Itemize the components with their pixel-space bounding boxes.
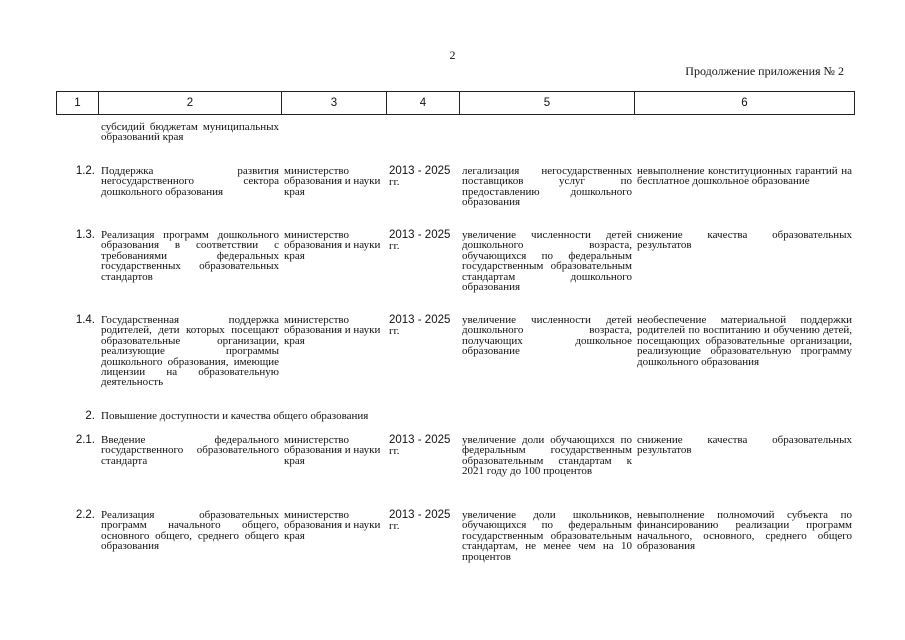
page-number: 2 xyxy=(449,48,456,62)
row-number: 1.4. xyxy=(75,314,95,326)
row-number: 2.1. xyxy=(75,434,95,446)
header-cell: 4 xyxy=(387,92,460,115)
section-row xyxy=(56,411,854,435)
table-row xyxy=(56,122,854,166)
period: 2013 - 2025 гг. xyxy=(389,314,451,337)
table-row xyxy=(56,510,854,582)
row-number: 1.2. xyxy=(75,165,95,177)
expected-result xyxy=(459,122,634,166)
header-cell: 5 xyxy=(460,92,635,115)
measure-name: Государственная поддержка родителей, дети которых посещают образовательные организации, реализующие программы дошкольного образования, имеющие лицензии на образовательную деятельность xyxy=(101,314,279,389)
measure-name: Реализация образовательных программ начального общего, основного общего, среднего общего образования xyxy=(101,509,279,553)
column-header-table xyxy=(56,91,855,115)
section-number: 2. xyxy=(85,410,95,422)
continuation-note: Продолжение приложения № 2 xyxy=(685,64,844,78)
consequence xyxy=(634,122,854,166)
measure-name: Поддержка развития негосударственного сектора дошкольного образования xyxy=(101,165,279,198)
executor: министерство образования и науки края xyxy=(284,509,381,542)
executor: министерство образования и науки края xyxy=(284,314,381,347)
expected-result: увеличение численности детей дошкольного возраста, получающих дошкольное образование xyxy=(462,314,632,358)
header-row xyxy=(57,92,855,115)
table-row xyxy=(56,230,854,315)
table-row xyxy=(56,315,854,411)
consequence: невыполнение полномочий субъекта по финансированию реализации программ начального, основного, среднего общего образования xyxy=(637,509,852,553)
table-row xyxy=(56,435,854,510)
period xyxy=(386,122,459,166)
consequence: снижение качества образовательных результатов xyxy=(637,434,852,457)
section-title: Повышение доступности и качества общего образования xyxy=(101,410,369,422)
header-cell: 3 xyxy=(282,92,387,115)
period: 2013 - 2025 гг. xyxy=(389,434,451,457)
row-number: 2.2. xyxy=(75,509,95,521)
consequence: необеспечение материальной поддержки родителей по воспитанию и обучению детей, посещающих образовательные организации, реализующие образовательную программу дошкольного образования xyxy=(637,314,852,368)
measure-name: Реализация программ дошкольного образования в соответствии с требованиями федеральных государственных образовательных стандартов xyxy=(101,229,279,283)
header-cell: 1 xyxy=(57,92,99,115)
measure-name: субсидий бюджетам муниципальных образований края xyxy=(101,121,279,144)
expected-result: увеличение численности детей дошкольного возраста, обучающихся по федеральным государственным образовательным стандартам дошкольного образования xyxy=(462,229,632,294)
executor: министерство образования и науки края xyxy=(284,229,381,262)
executor xyxy=(281,122,386,166)
header-cell: 2 xyxy=(99,92,282,115)
expected-result: легализация негосударственных поставщиков услуг по предоставлению дошкольного образования xyxy=(462,165,632,209)
row-number: 1.3. xyxy=(75,229,95,241)
header-cell: 6 xyxy=(635,92,855,115)
executor: министерство образования и науки края xyxy=(284,434,381,467)
expected-result: увеличение доли обучающихся по федеральным государственным образовательным стандартам к 2021 году до 100 процентов xyxy=(462,434,632,478)
measure-name: Введение федерального государственного образовательного стандарта xyxy=(101,434,279,467)
table-row xyxy=(56,166,854,230)
consequence: невыполнение конституционных гарантий на бесплатное дошкольное образование xyxy=(637,165,852,188)
table-body xyxy=(56,122,854,582)
period: 2013 - 2025 гг. xyxy=(389,229,451,252)
executor: министерство образования и науки края xyxy=(284,165,381,198)
consequence: снижение качества образовательных результатов xyxy=(637,229,852,252)
period: 2013 - 2025 гг. xyxy=(389,509,451,532)
expected-result: увеличение доли школьников, обучающихся по федеральным государственным образовательным стандартам, не менее чем на 10 процентов xyxy=(462,509,632,563)
row-number xyxy=(56,122,98,166)
period: 2013 - 2025 гг. xyxy=(389,165,451,188)
